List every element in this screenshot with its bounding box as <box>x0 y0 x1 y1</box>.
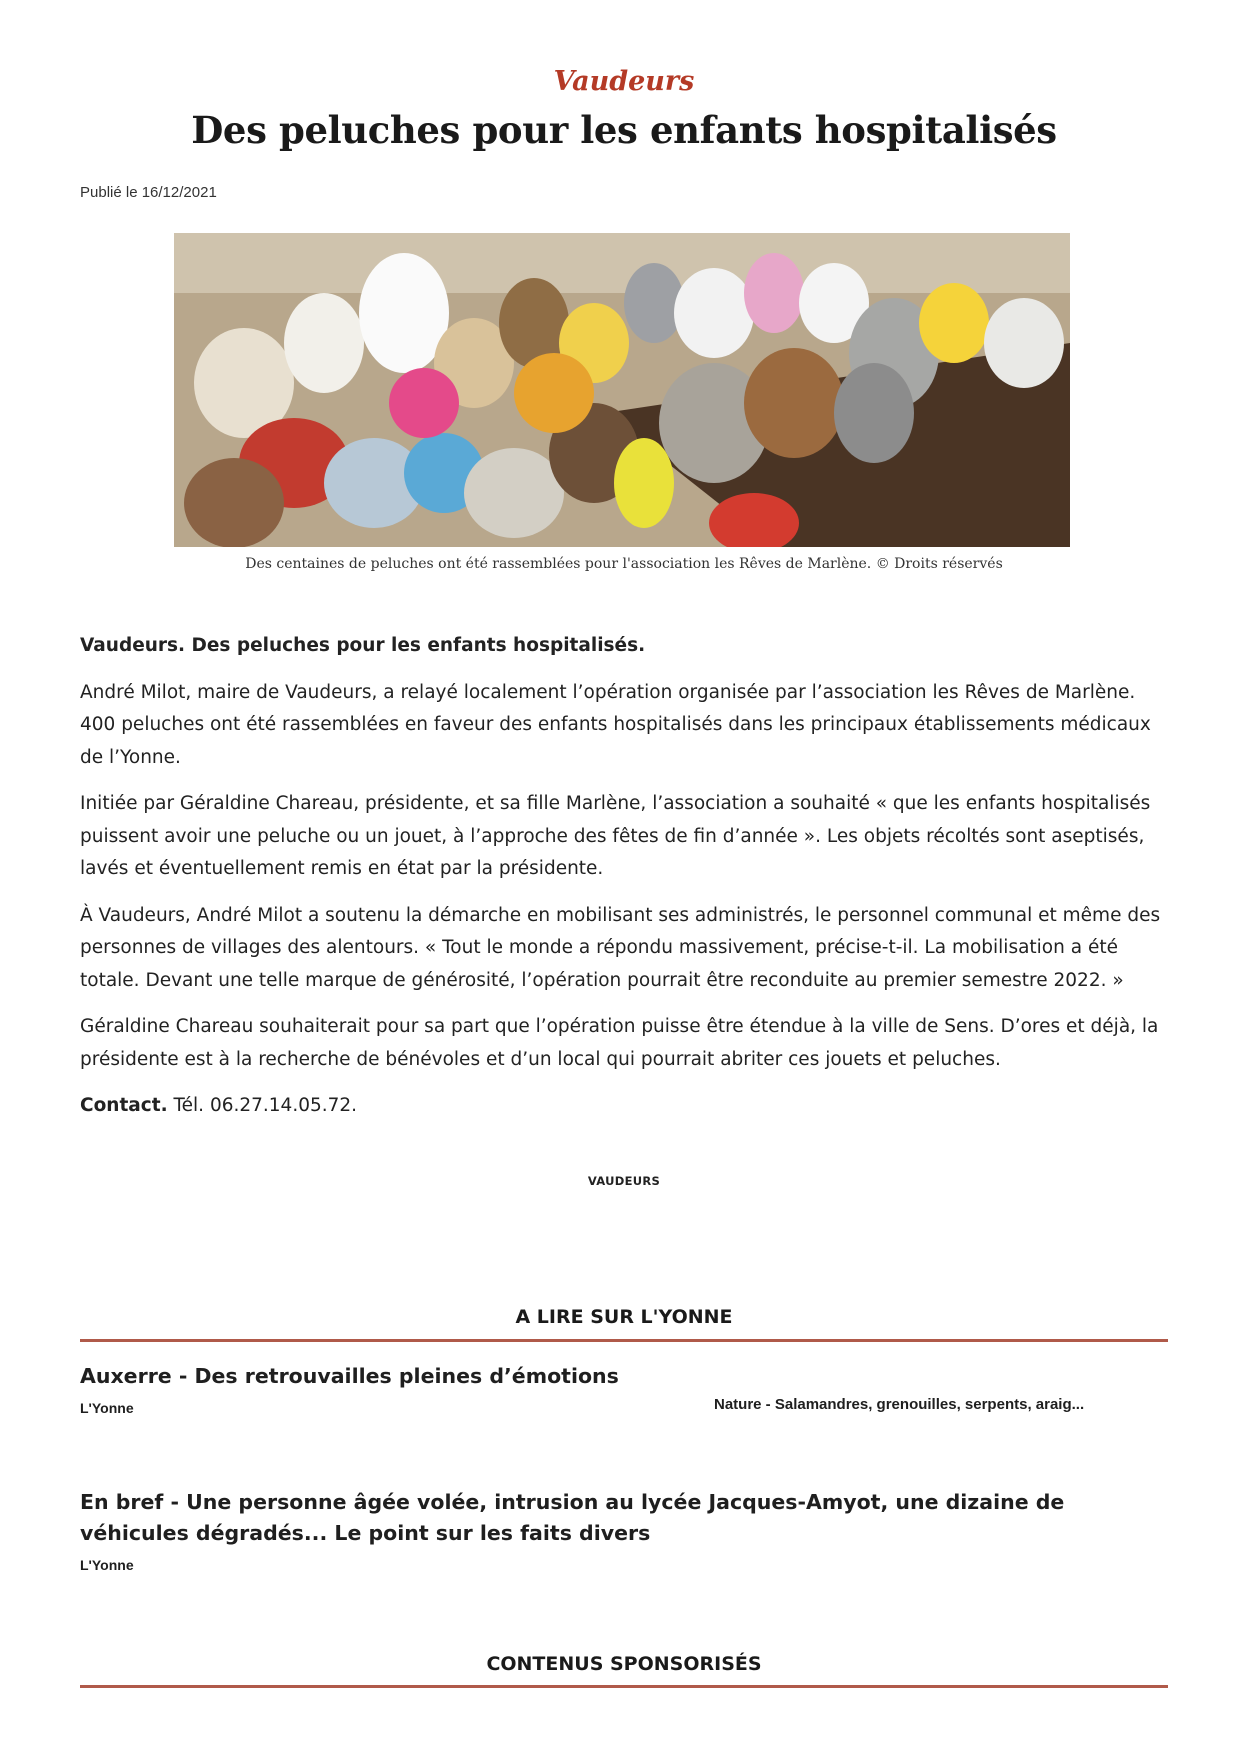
article-lead: Vaudeurs. Des peluches pour les enfants hospitalisés. <box>80 635 646 656</box>
related-article-source-2: L'Yonne <box>80 1557 134 1573</box>
publish-date: Publié le 16/12/2021 <box>80 184 217 201</box>
related-article-source-1: L'Yonne <box>80 1400 134 1416</box>
article-kicker[interactable]: Vaudeurs <box>553 66 695 97</box>
article-paragraph-3: À Vaudeurs, André Milot a soutenu la démarche en mobilisant ses administrés, le personnel communal et même des personnes de villages des alentours. « Tout le monde a répondu massivement, précise-t-il. La mobilisation a été totale. Devant une telle marque de générosité, l’opération pourrait être reconduite au premier semestre 2022. » <box>80 904 1161 991</box>
contact-label: Contact. <box>80 1095 168 1116</box>
related-article-side[interactable]: Nature - Salamandres, grenouilles, serpents, araig... <box>714 1396 1085 1413</box>
article-headline: Des peluches pour les enfants hospitalisés <box>191 108 1057 152</box>
sponsored-section-rule <box>80 1685 1168 1688</box>
article-contact <box>80 1090 1168 1123</box>
article-paragraph-2: Initiée par Géraldine Chareau, présidente, et sa fille Marlène, l’association a souhaité « que les enfants hospitalisés puissent avoir une peluche ou un jouet, à l’approche des fêtes de fin d’année ». Les objets récoltés sont aseptisés, lavés et éventuellement remis en état par la présidente. <box>80 793 1151 879</box>
article-photo <box>174 233 1070 547</box>
photo-caption: Des centaines de peluches ont été rassemblées pour l'association les Rêves de Marlène. © Droits réservés <box>245 556 1003 572</box>
sponsored-section-title: CONTENUS SPONSORISÉS <box>486 1653 762 1675</box>
article-paragraph-4: Géraldine Chareau souhaiterait pour sa part que l’opération puisse être étendue à la ville de Sens. D’ores et déjà, la présidente est à la recherche de bénévoles et d’un local qui pourrait abriter ces jouets et peluches. <box>80 1016 1159 1070</box>
article-paragraph-1: André Milot, maire de Vaudeurs, a relayé localement l’opération organisée par l’association les Rêves de Marlène. 400 peluches ont été rassemblées en faveur des enfants hospitalisés dans les principaux établissements médicaux de l’Yonne. <box>80 681 1151 768</box>
related-section-rule <box>80 1339 1168 1342</box>
related-section-title: A LIRE SUR L'YONNE <box>515 1306 733 1328</box>
contact-phone[interactable]: Tél. 06.27.14.05.72. <box>167 1095 358 1116</box>
related-article-title-1[interactable]: Auxerre - Des retrouvailles pleines d’émotions <box>80 1364 619 1388</box>
article-tag[interactable]: VAUDEURS <box>587 1174 661 1188</box>
plush-toys-image <box>174 233 1070 547</box>
related-article-title-2[interactable]: En bref - Une personne âgée volée, intrusion au lycée Jacques-Amyot, une dizaine de véhicules dégradés... Le point sur les faits divers <box>80 1490 1065 1545</box>
article-body <box>80 630 1168 1137</box>
